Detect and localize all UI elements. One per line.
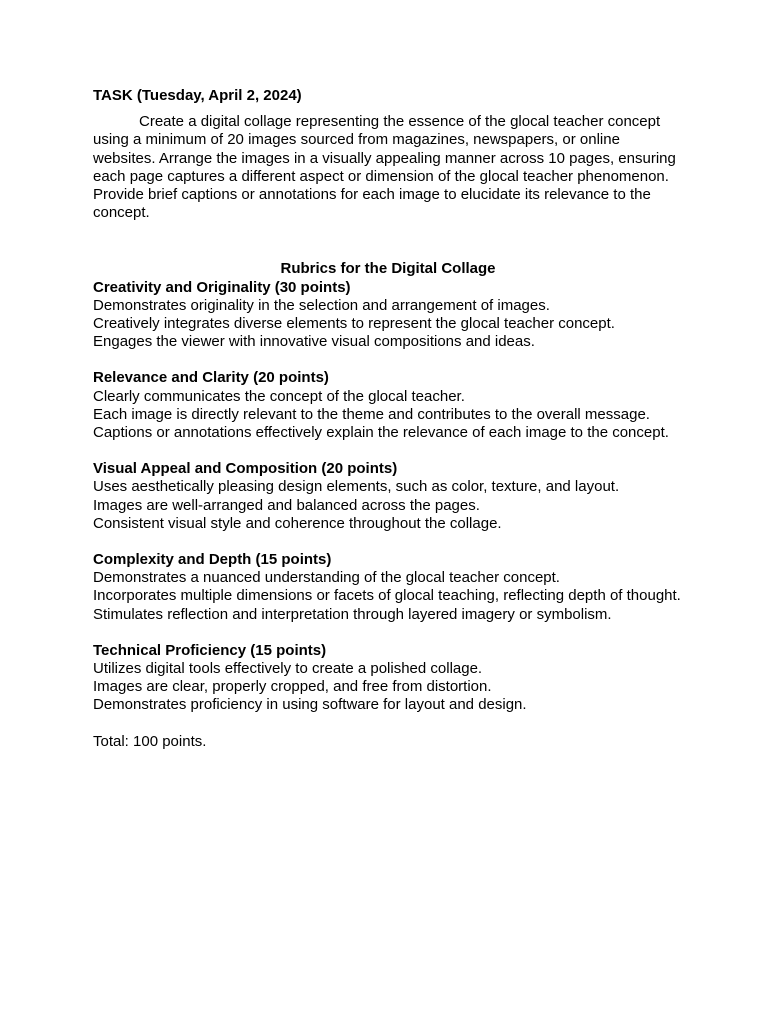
section-heading: Relevance and Clarity (20 points) xyxy=(93,369,329,387)
rubric-section-complexity xyxy=(93,551,683,624)
rubric-section-creativity xyxy=(93,279,683,352)
criterion: Consistent visual style and coherence throughout the collage. xyxy=(93,514,502,532)
criterion: Creatively integrates diverse elements to represent the glocal teacher concept. xyxy=(93,315,615,333)
criterion: Uses aesthetically pleasing design elements, such as color, texture, and layout. xyxy=(93,478,620,496)
task-description: Create a digital collage representing the essence of the glocal teacher concept using a minimum of 20 images sourced from magazines, newspapers, or online websites. Arrange the images in a visually appealing manner across 10 pages, ensuring each page captures a different aspect or dimension of the glocal teacher phenomenon. Provide brief captions or annotations for each image to elucidate its relevance to the concept. xyxy=(93,113,676,222)
criterion: Stimulates reflection and interpretation through layered imagery or symbolism. xyxy=(93,605,612,623)
task-title: TASK (Tuesday, April 2, 2024) xyxy=(93,87,302,104)
criterion: Clearly communicates the concept of the glocal teacher. xyxy=(93,387,465,405)
section-heading: Technical Proficiency (15 points) xyxy=(93,641,327,659)
section-heading: Creativity and Originality (30 points) xyxy=(93,278,351,296)
rubric-section-visual-appeal xyxy=(93,460,683,533)
document-page xyxy=(93,87,683,751)
criterion: Utilizes digital tools effectively to create a polished collage. xyxy=(93,660,483,678)
criterion: Images are clear, properly cropped, and free from distortion. xyxy=(93,678,492,696)
criterion: Demonstrates originality in the selection and arrangement of images. xyxy=(93,296,550,314)
rubric-title: Rubrics for the Digital Collage xyxy=(280,260,496,278)
rubric-section-technical xyxy=(93,642,683,715)
criterion: Incorporates multiple dimensions or facets of glocal teaching, reflecting depth of thought. xyxy=(93,587,681,605)
criterion: Images are well-arranged and balanced across the pages. xyxy=(93,496,480,514)
rubric-section-relevance xyxy=(93,369,683,442)
criterion: Each image is directly relevant to the theme and contributes to the overall message. xyxy=(93,405,650,423)
section-heading: Complexity and Depth (15 points) xyxy=(93,551,332,569)
total-points: Total: 100 points. xyxy=(93,732,207,750)
criterion: Engages the viewer with innovative visual compositions and ideas. xyxy=(93,333,535,351)
section-heading: Visual Appeal and Composition (20 points) xyxy=(93,460,398,478)
criterion: Demonstrates a nuanced understanding of the glocal teacher concept. xyxy=(93,569,560,587)
criterion: Demonstrates proficiency in using software for layout and design. xyxy=(93,696,527,714)
criterion: Captions or annotations effectively explain the relevance of each image to the concept. xyxy=(93,424,669,442)
